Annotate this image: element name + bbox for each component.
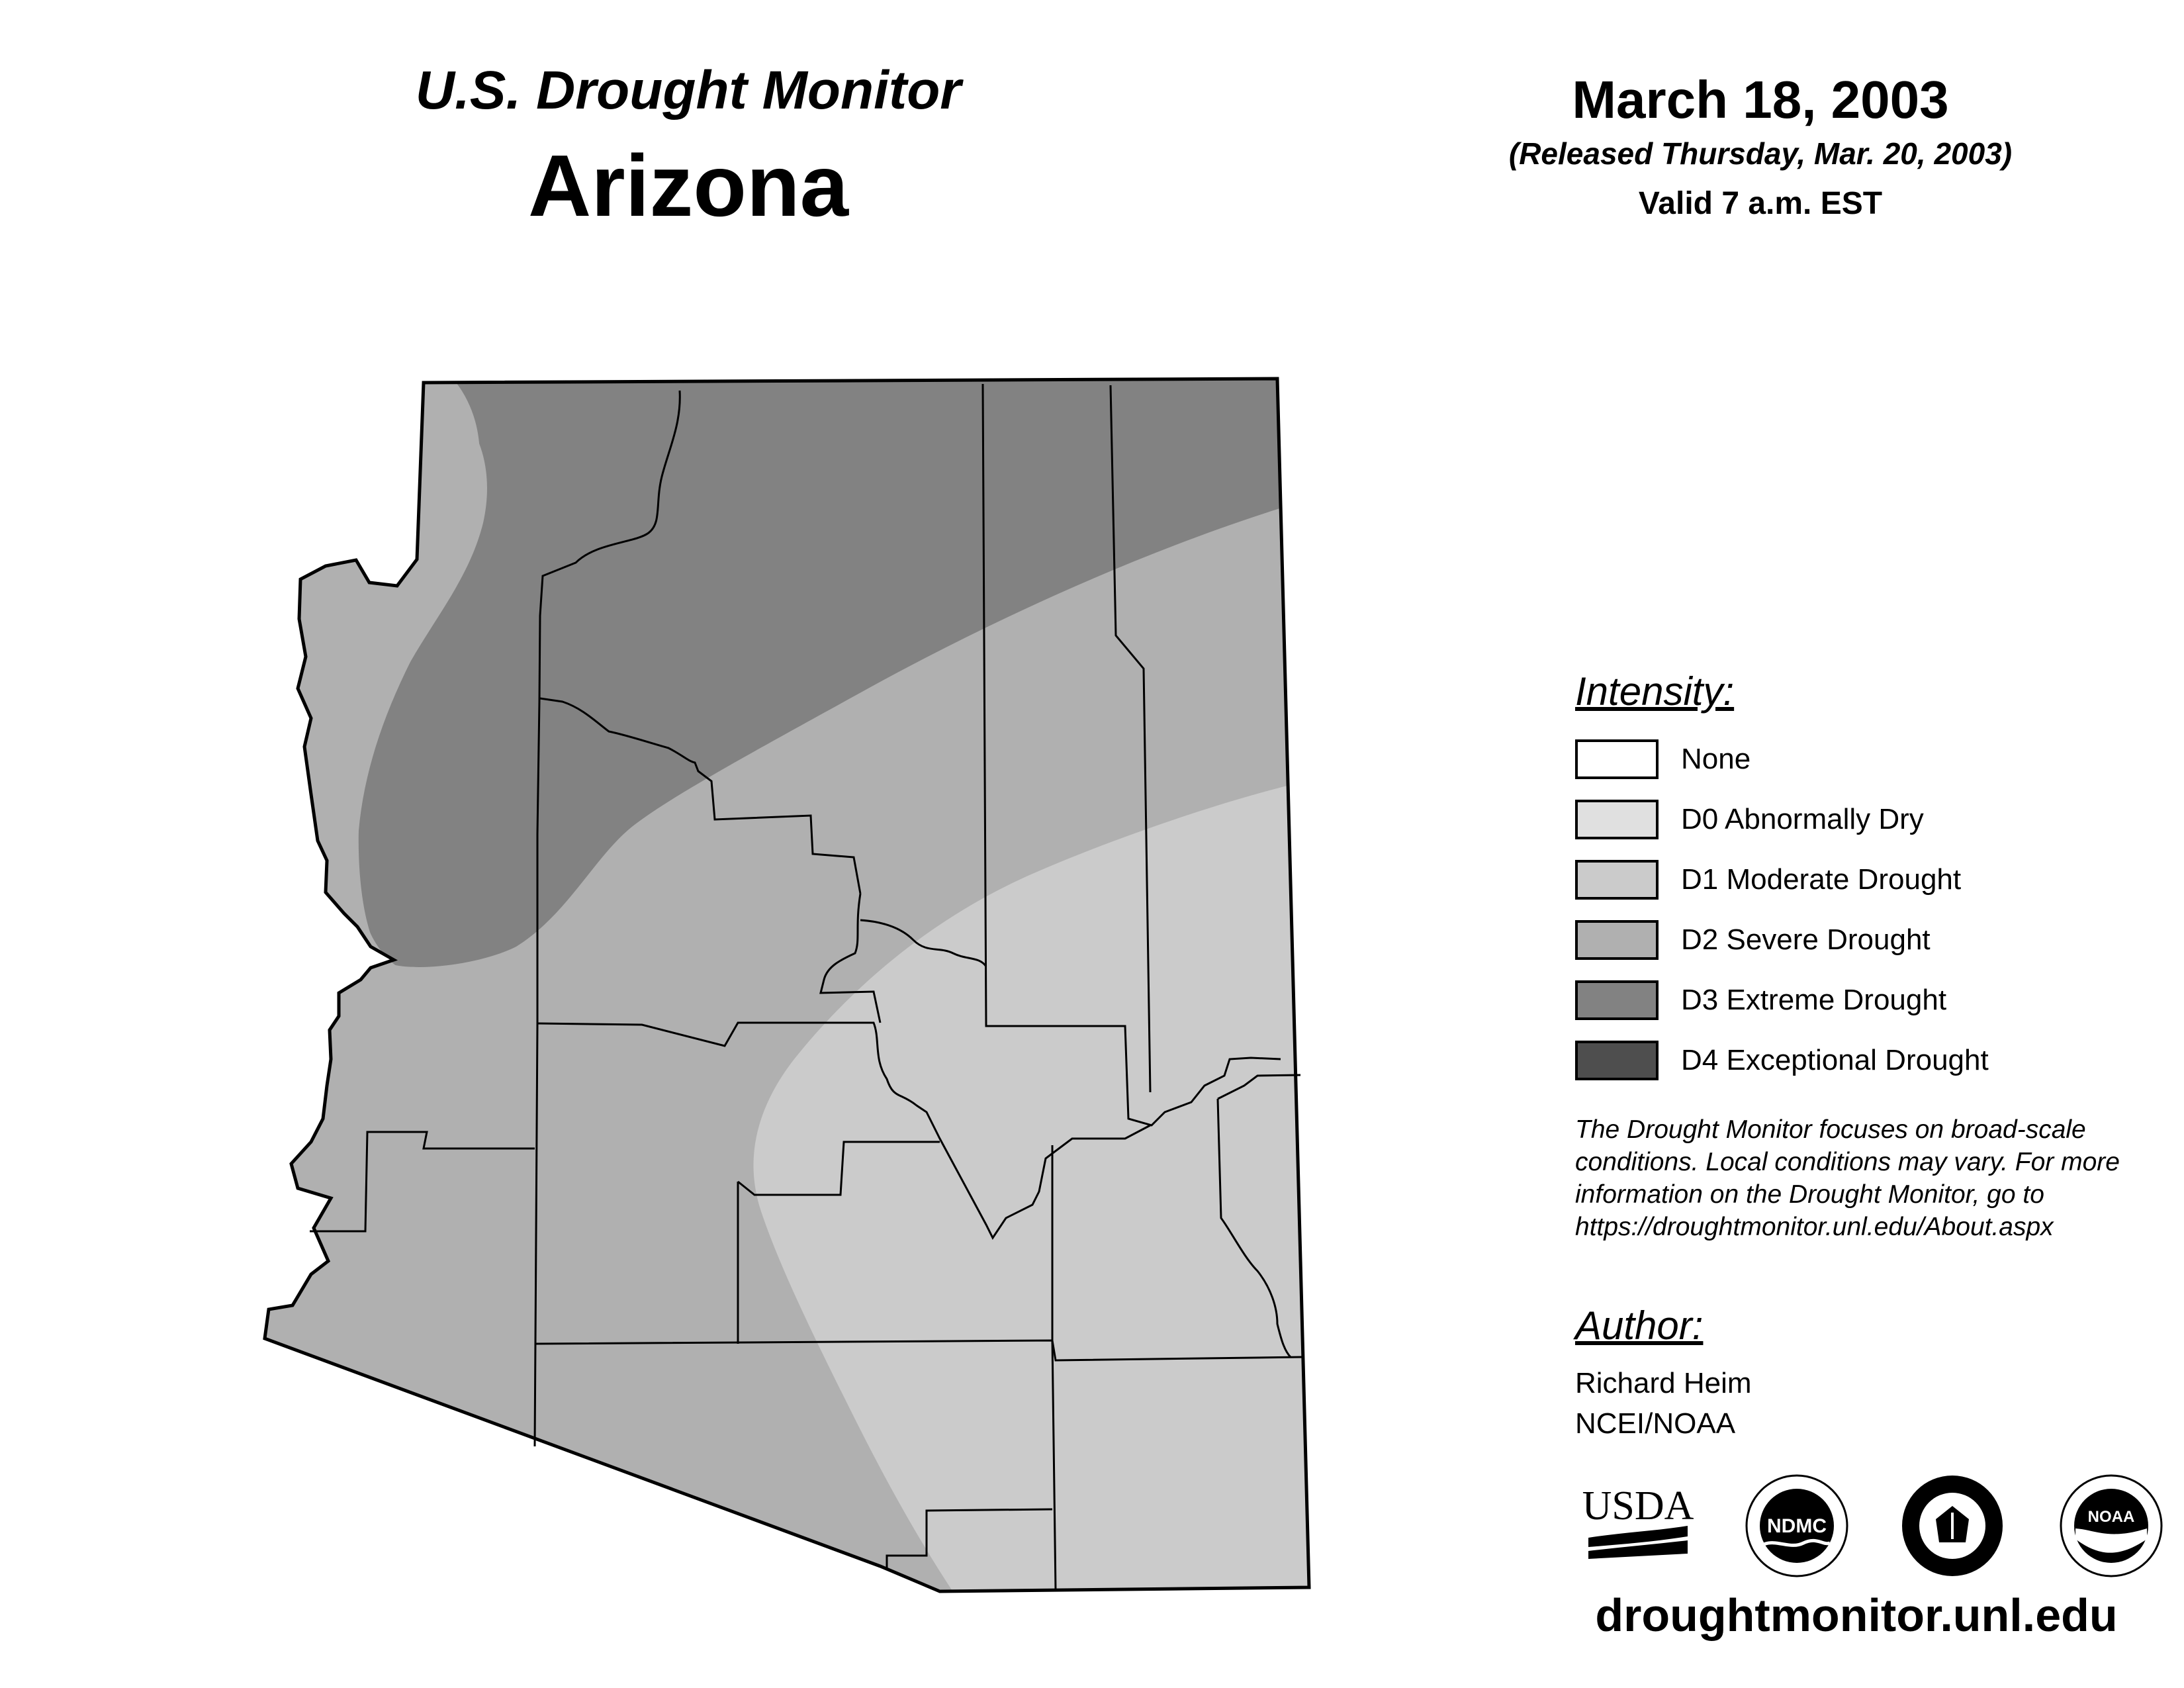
legend-item	[1575, 849, 2171, 910]
legend-title: Intensity:	[1575, 669, 1735, 714]
legend-label: None	[1681, 742, 1751, 775]
noaa-seal-icon	[2058, 1473, 2164, 1579]
legend-item	[1575, 729, 2171, 789]
legend-swatch-d2	[1575, 920, 1659, 960]
legend-swatch-d3	[1575, 980, 1659, 1020]
valid-time: Valid 7 a.m. EST	[1638, 186, 1883, 221]
legend-label: D1 Moderate Drought	[1681, 863, 1962, 896]
legend-swatch-d4	[1575, 1041, 1659, 1080]
note-link[interactable]: https://droughtmonitor.unl.edu/About.aspx	[1575, 1213, 2054, 1241]
map-subtitle: U.S. Drought Monitor	[415, 60, 962, 120]
legend-label: D3 Extreme Drought	[1681, 983, 1947, 1016]
note-line: information on the Drought Monitor, go to	[1575, 1180, 2044, 1209]
legend-swatch-d0	[1575, 800, 1659, 839]
commerce-seal-icon	[1899, 1473, 2005, 1579]
map-title: Arizona	[527, 137, 849, 234]
legend-item	[1575, 1030, 2171, 1090]
ndmc-text: NDMC	[1767, 1515, 1827, 1537]
release-date: (Released Thursday, Mar. 20, 2003)	[1508, 136, 2013, 171]
author-org: NCEI/NOAA	[1575, 1407, 1736, 1440]
legend-item	[1575, 789, 2171, 849]
legend-item	[1575, 910, 2171, 970]
usda-logo	[1582, 1473, 1694, 1579]
legend-label: D0 Abnormally Dry	[1681, 802, 1924, 835]
note-line: The Drought Monitor focuses on broad-scale	[1575, 1115, 2086, 1144]
legend-swatch-none	[1575, 739, 1659, 779]
author-block	[1575, 1303, 2171, 1444]
author-name: Richard Heim	[1575, 1367, 1752, 1399]
note-line: conditions. Local conditions may vary. For more	[1575, 1148, 2120, 1176]
logo-strip	[1582, 1473, 2164, 1579]
legend	[1575, 669, 2171, 1090]
disclaimer-note	[1575, 1113, 2171, 1243]
usda-text: USDA	[1582, 1483, 1694, 1528]
author-title: Author:	[1575, 1303, 1704, 1348]
legend-label: D2 Severe Drought	[1681, 923, 1931, 956]
legend-item	[1575, 970, 2171, 1030]
noaa-text: NOAA	[2087, 1508, 2135, 1526]
map-date: March 18, 2003	[1572, 70, 1949, 129]
legend-swatch-d1	[1575, 860, 1659, 900]
ndmc-seal-icon	[1744, 1473, 1850, 1579]
website-link[interactable]: droughtmonitor.unl.edu	[1595, 1589, 2118, 1641]
legend-label: D4 Exceptional Drought	[1681, 1043, 1989, 1076]
